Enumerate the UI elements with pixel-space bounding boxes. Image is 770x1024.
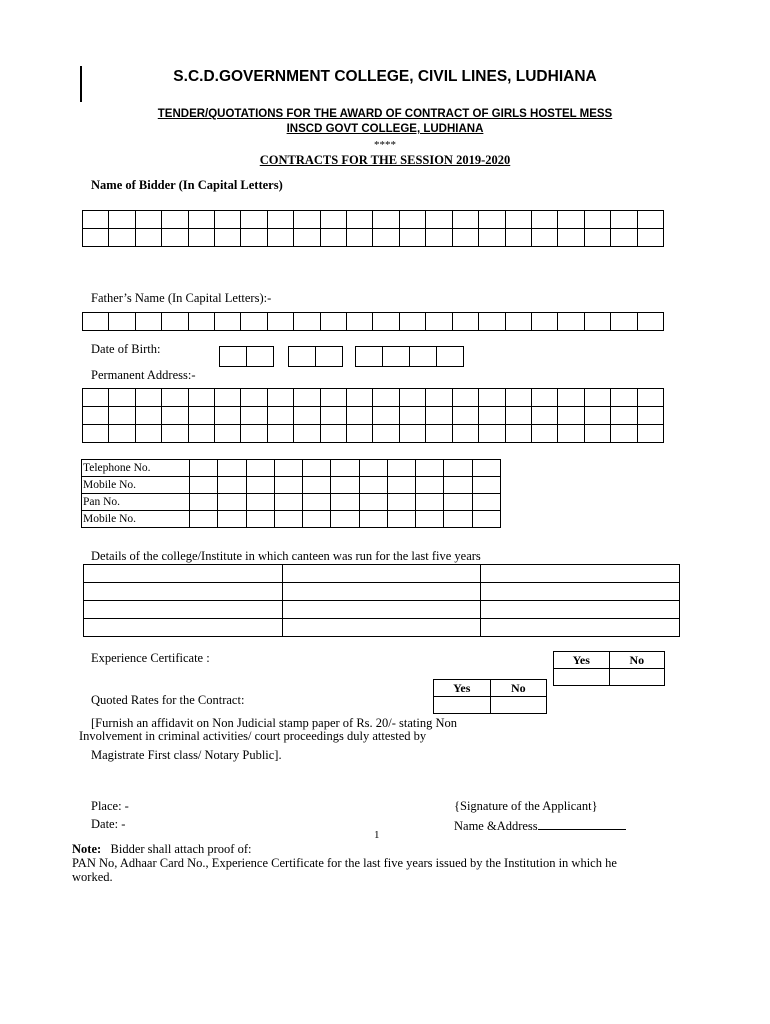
name-address-label: Name &Address	[454, 819, 538, 833]
address-label: Permanent Address:-	[91, 368, 196, 382]
dob-year-boxes[interactable]	[355, 346, 464, 367]
affidavit-line2: Involvement in criminal activities/ court proceedings duly attested by	[79, 729, 427, 743]
father-name-label: Father’s Name (In Capital Letters):-	[91, 291, 272, 305]
date-label: Date: -	[91, 817, 126, 831]
tender-title-line2: INSCD GOVT COLLEGE, LUDHIANA	[286, 123, 484, 135]
note-label: Note:	[72, 842, 102, 856]
experience-label: Experience Certificate :	[91, 651, 210, 665]
proof-line1: PAN No, Adhaar Card No., Experience Certificate for the last five years issued by the Institution in which he	[72, 856, 617, 870]
proof-line2: worked.	[72, 870, 113, 884]
page-number: 1	[374, 829, 380, 841]
contact-label: Telephone No.	[82, 460, 190, 477]
contact-label: Pan No.	[82, 494, 190, 511]
quoted-yes-cell[interactable]: Yes	[434, 680, 491, 697]
college-title: S.C.D.GOVERNMENT COLLEGE, CIVIL LINES, LUDHIANA	[173, 68, 597, 85]
contact-label: Mobile No.	[82, 477, 190, 494]
affidavit-line1: [Furnish an affidavit on Non Judicial stamp paper of Rs. 20/- stating Non	[91, 716, 458, 730]
contact-label: Mobile No.	[82, 511, 190, 528]
quoted-rates-yes-no[interactable]	[433, 679, 547, 714]
name-address-line	[538, 817, 626, 830]
experience-yes-no[interactable]	[553, 651, 665, 686]
separator-stars: ****	[374, 139, 396, 151]
name-address-field[interactable]	[454, 817, 626, 834]
quoted-no-cell[interactable]: No	[490, 680, 546, 697]
signature-label: {Signature of the Applicant}	[454, 799, 598, 813]
note-line	[72, 842, 251, 857]
dob-day-boxes[interactable]	[219, 346, 274, 367]
experience-yes-cell[interactable]: Yes	[554, 652, 610, 669]
father-name-grid[interactable]	[82, 312, 664, 331]
experience-no-cell[interactable]: No	[609, 652, 664, 669]
bidder-name-grid[interactable]	[82, 210, 664, 247]
note-text: Bidder shall attach proof of:	[110, 842, 252, 856]
dob-month-boxes[interactable]	[288, 346, 343, 367]
details-label: Details of the college/Institute in which canteen was run for the last five years	[91, 549, 481, 563]
address-grid[interactable]	[82, 388, 664, 443]
contact-grid[interactable]	[81, 459, 501, 528]
bidder-name-label: Name of Bidder (In Capital Letters)	[91, 178, 283, 192]
previous-college-table[interactable]	[83, 564, 680, 637]
place-label: Place: -	[91, 799, 129, 813]
session-title: CONTRACTS FOR THE SESSION 2019-2020	[259, 153, 511, 167]
tender-title-line1: TENDER/QUOTATIONS FOR THE AWARD OF CONTRACT OF GIRLS HOSTEL MESS	[157, 108, 613, 120]
affidavit-line3: Magistrate First class/ Notary Public].	[91, 748, 282, 762]
quoted-rates-label: Quoted Rates for the Contract:	[91, 693, 245, 707]
dob-label: Date of Birth:	[91, 342, 161, 356]
